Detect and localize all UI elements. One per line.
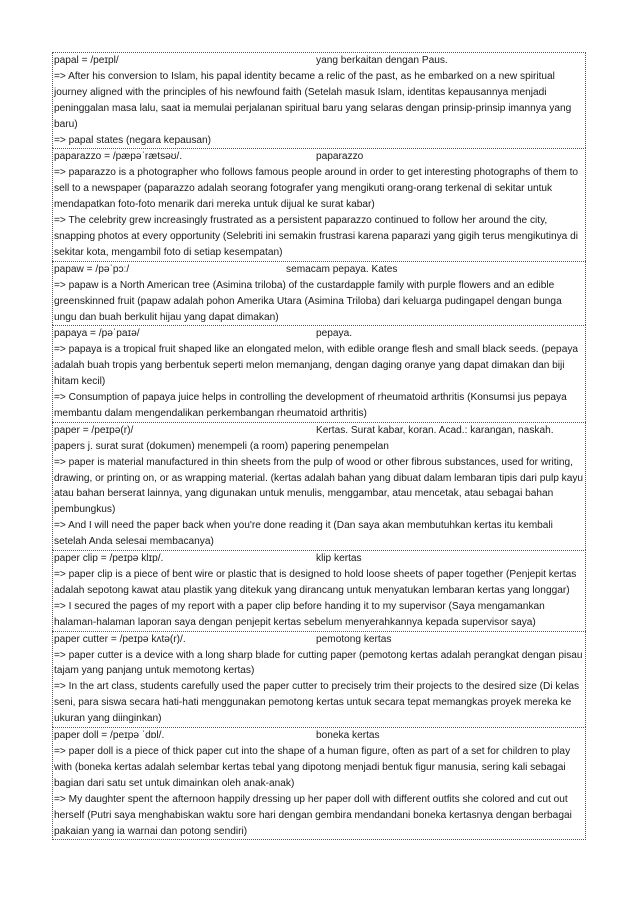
entry-header [54,423,584,439]
entry-line: => After his conversion to Islam, his papal identity became a relic of the past, as he embarked on a new spiritual journey aligned with the principles of his newfound faith (Setelah masuk Islam, identitas kepausannya menjadi peninggalan masa lalu, saat ia memulai perjalanan spiritual baru yang selaras dengan prinsip-prinsip imannya yang baru) [54,70,572,130]
dictionary-page [52,52,586,840]
entry-line: => Consumption of papaya juice helps in controlling the development of rheumatoid arthritis (Konsumsi jus pepaya membantu dalam mengendalikan perkembangan rheumatoid arthritis) [54,392,567,419]
entry-line: => paper is material manufactured in thin sheets from the pulp of wood or other fibrous substances, used for writing, drawing, or printing on, or as wrapping material. (kertas adalah bahan yang dibuat dalam lembaran tipis dari pulp kayu atau bahan berserat lainnya, yang digunakan untuk menulis, menggambar, atau mencetak, atau sebagai bahan pembungkus) [54,456,584,516]
entry-header [54,728,584,744]
entry-term: paper clip = /peɪpə klɪp/. [54,553,164,565]
entry-meaning: semacam pepaya. Kates [286,263,398,275]
entry-meaning: pepaya. [316,328,353,340]
dictionary-entry-paper-cutter [52,631,586,727]
entry-term: paparazzo = /pæpəˈrætsəʊ/. [54,151,183,163]
entry-header [54,53,584,69]
dictionary-entry-papaya [52,325,586,421]
entry-term: paper cutter = /peɪpə kʌtə(r)/. [54,633,186,645]
entry-line: papers j. surat surat (dokumen) menempeli (a room) papering penempelan [54,440,389,452]
entry-line: => And I will need the paper back when you're done reading it (Dan saya akan membutuhkan kertas itu kembali setelah Anda selesai membacanya) [54,520,553,548]
entry-meaning: pemotong kertas [316,633,392,645]
entry-line: => papaya is a tropical fruit shaped like an elongated melon, with edible orange flesh and small black seeds. (pepaya adalah buah tropis yang berbentuk seperti melon memanjang, dengan daging oranye yang dapat dimakan dan biji hitam kecil) [54,344,579,388]
entry-term: paper doll = /peɪpə ˈdɒl/. [54,730,165,742]
entry-meaning: klip kertas [316,553,362,565]
entry-term: papaya = /pəˈpaɪə/ [54,328,140,340]
dictionary-entry-paper-clip [52,550,586,631]
entry-line: => My daughter spent the afternoon happily dressing up her paper doll with different outfits she colored and cut out herself (Putri saya menghabiskan waktu sore hari dengan gembira mendandani boneka kertasnya dengan berbagai pakaian yang ia warnai dan potong sendiri) [54,793,572,837]
entry-meaning: yang berkaitan dengan Paus. [316,55,448,66]
entry-line: => The celebrity grew increasingly frustrated as a persistent paparazzo continued to follow her around the city, snapping photos at every opportunity (Selebriti ini semakin frustrasi karena paparazi yang gigih terus mengikutinya di sekitar kota, mengambil foto di setiap kesempatan) [54,215,578,258]
entry-meaning: boneka kertas [316,730,380,742]
entry-line: => paper cutter is a device with a long sharp blade for cutting paper (pemotong kertas adalah perangkat dengan pisau tajam yang panjang untuk memotong kertas) [54,649,583,677]
entry-line: => paparazzo is a photographer who follows famous people around in order to get interesting photographs of them to sell to a newspaper (paparazzo adalah seorang fotografer yang mengikuti orang-orang terkenal di sekitar untuk mendapatkan foto-foto menarik dari mereka untuk dijual ke surat kabar) [54,167,579,211]
entry-header [54,326,584,342]
entry-header [54,262,584,278]
entry-line: => paper doll is a piece of thick paper cut into the shape of a human figure, often as part of a set for children to play with (boneka kertas adalah selembar kertas tebal yang dipotong menjadi bentuk figur manusia, sering kali sebagai bagian dari satu set untuk dimainkan oleh anak-anak) [54,745,571,789]
dictionary-entry-papaw [52,261,586,326]
entry-line: => papaw is a North American tree (Asimina triloba) of the custardapple family with purple flowers and an edible greenskinned fruit (papaw adalah pohon Amerika Utara (Asimina Triloba) dari keluarga pudingapel dengan bunga ungu dan buah berkulit hijau yang dapat dimakan) [54,279,562,323]
entry-header [54,551,584,567]
entry-meaning: paparazzo [316,151,364,163]
dictionary-entry-paper-doll [52,727,586,840]
entry-term: paper = /peɪpə(r)/ [54,424,134,436]
entry-term: papaw = /pəˈpɔː/ [54,263,130,275]
entry-term: papal = /peɪpl/ [54,55,119,66]
dictionary-entry-paparazzo [52,148,586,260]
entry-header [54,149,584,165]
entry-line: => paper clip is a piece of bent wire or plastic that is designed to hold loose sheets of paper together (Penjepit kertas adalah sepotong kawat atau plastik yang ditekuk yang dirancang untuk menyatukan lembaran kertas yang longgar) [54,569,577,596]
entry-line: => papal states (negara kepausan) [54,134,212,146]
dictionary-entry-paper [52,422,586,550]
entry-meaning: Kertas. Surat kabar, koran. Acad.: karangan, naskah. [316,424,554,436]
dictionary-entry-papal [52,52,586,148]
entry-line: => I secured the pages of my report with a paper clip before handing it to my supervisor (Saya mengamankan halaman-halaman laporan saya dengan penjepit kertas sebelum menyerahkannya kepada supervisor saya) [54,600,545,628]
entry-line: => In the art class, students carefully used the paper cutter to precisely trim their projects to the desired size (Di kelas seni, para siswa secara hati-hati menggunakan pemotong kertas untuk secara tepat memangkas proyek mereka ke ukuran yang diinginkan) [54,681,580,725]
entry-header [54,632,584,648]
